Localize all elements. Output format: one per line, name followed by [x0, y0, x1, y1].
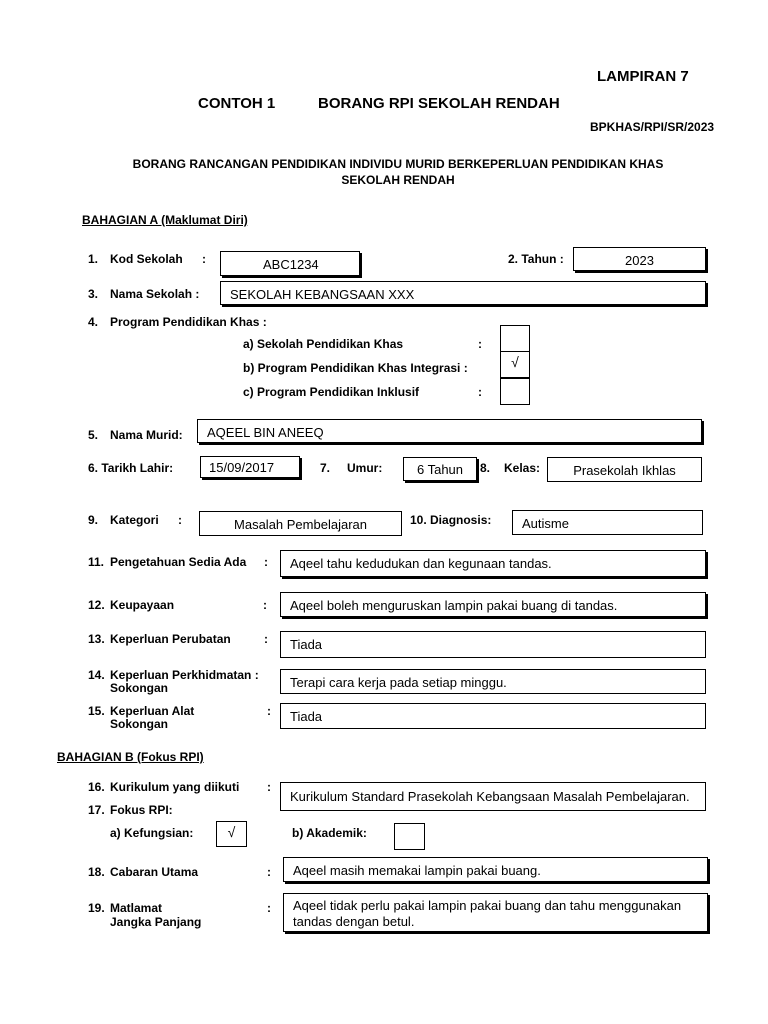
kurikulum-field[interactable]: Kurikulum Standard Prasekolah Kebangsaan Masalah Pembelajaran.	[280, 782, 706, 811]
matlamat-colon: :	[267, 901, 271, 915]
tarikh-lahir-field[interactable]: 15/09/2017	[200, 456, 300, 478]
program-option-a-label: a) Sekolah Pendidikan Khas	[243, 337, 404, 351]
kategori-number: 9.	[88, 513, 99, 527]
tahun-label: 2. Tahun :	[508, 252, 564, 266]
keupayaan-number: 12.	[88, 598, 105, 612]
program-option-b-checkbox[interactable]: √	[500, 351, 530, 378]
nama-murid-number: 5.	[88, 428, 99, 442]
matlamat-field-line1: Aqeel tidak perlu pakai lampin pakai buang dan tahu menggunakan	[293, 898, 682, 913]
kod-sekolah-colon: :	[202, 252, 206, 266]
matlamat-field-line2: tandas dengan betul.	[293, 914, 415, 929]
pengetahuan-colon: :	[264, 555, 268, 569]
kelas-number: 8.	[480, 461, 491, 475]
pengetahuan-field[interactable]: Aqeel tahu kedudukan dan kegunaan tandas.	[280, 550, 706, 577]
cabaran-colon: :	[267, 865, 271, 879]
nama-murid-field[interactable]: AQEEL BIN ANEEQ	[197, 419, 702, 443]
alat-number: 15.	[88, 704, 105, 718]
perkhidmatan-field[interactable]: Terapi cara kerja pada setiap minggu.	[280, 669, 706, 694]
kod-sekolah-number: 1.	[88, 252, 99, 266]
alat-colon: :	[267, 704, 271, 718]
tahun-field[interactable]: 2023	[573, 247, 706, 271]
program-option-a-checkbox[interactable]	[500, 325, 530, 352]
program-option-c-checkbox[interactable]	[500, 378, 530, 405]
alat-label: Keperluan Alat	[110, 704, 195, 718]
program-option-c-label: c) Program Pendidikan Inklusif	[243, 385, 420, 399]
kategori-label: Kategori	[110, 513, 159, 527]
program-option-c-colon: :	[478, 385, 482, 399]
kefungsian-checkbox[interactable]: √	[216, 821, 247, 847]
lampiran-label: LAMPIRAN 7	[597, 68, 689, 85]
kod-sekolah-field[interactable]: ABC1234	[220, 251, 360, 276]
matlamat-label-line2: Jangka Panjang	[110, 915, 202, 929]
nama-sekolah-number: 3.	[88, 287, 99, 301]
akademik-label: b) Akademik:	[292, 826, 367, 840]
umur-label: Umur:	[347, 461, 383, 475]
pengetahuan-number: 11.	[88, 555, 105, 569]
nama-murid-label: Nama Murid:	[110, 428, 183, 442]
tarikh-lahir-label: 6. Tarikh Lahir:	[88, 461, 174, 475]
perubatan-colon: :	[264, 632, 268, 646]
umur-number: 7.	[320, 461, 331, 475]
umur-field[interactable]: 6 Tahun	[403, 457, 477, 481]
main-title-line1: BORANG RANCANGAN PENDIDIKAN INDIVIDU MURID BERKEPERLUAN PENDIDIKAN KHAS	[132, 157, 664, 171]
program-number: 4.	[88, 315, 99, 329]
akademik-checkbox[interactable]	[394, 823, 425, 850]
kurikulum-number: 16.	[88, 780, 105, 794]
program-option-b-label: b) Program Pendidikan Khas Integrasi :	[243, 361, 468, 375]
matlamat-number: 19.	[88, 901, 105, 915]
main-title-line2: SEKOLAH RENDAH	[341, 173, 455, 187]
kurikulum-label: Kurikulum yang diikuti	[110, 780, 240, 794]
keupayaan-colon: :	[263, 598, 267, 612]
perkhidmatan-label: Keperluan Perkhidmatan :	[110, 668, 259, 682]
reference-code: BPKHAS/RPI/SR/2023	[590, 120, 715, 134]
kategori-field[interactable]: Masalah Pembelajaran	[199, 511, 402, 536]
section-b-heading: BAHAGIAN B (Fokus RPI)	[57, 750, 204, 764]
kod-sekolah-label: Kod Sekolah	[110, 252, 183, 266]
fokus-label: Fokus RPI:	[110, 803, 173, 817]
diagnosis-field[interactable]: Autisme	[512, 510, 703, 535]
cabaran-label: Cabaran Utama	[110, 865, 199, 879]
kategori-colon: :	[178, 513, 182, 527]
section-a-heading: BAHAGIAN A (Maklumat Diri)	[82, 213, 248, 227]
perkhidmatan-number: 14.	[88, 668, 105, 682]
keupayaan-field[interactable]: Aqeel boleh menguruskan lampin pakai buang di tandas.	[280, 592, 706, 617]
contoh-label: CONTOH 1	[198, 95, 276, 112]
diagnosis-label: 10. Diagnosis:	[410, 513, 492, 527]
program-label: Program Pendidikan Khas :	[110, 315, 267, 329]
matlamat-label: Matlamat	[110, 901, 163, 915]
kefungsian-label: a) Kefungsian:	[110, 826, 194, 840]
kelas-field[interactable]: Prasekolah Ikhlas	[547, 457, 702, 482]
program-option-a-colon: :	[478, 337, 482, 351]
nama-sekolah-field[interactable]: SEKOLAH KEBANGSAAN XXX	[220, 281, 706, 305]
cabaran-number: 18.	[88, 865, 105, 879]
nama-sekolah-label: Nama Sekolah :	[110, 287, 200, 301]
perubatan-number: 13.	[88, 632, 105, 646]
pengetahuan-label: Pengetahuan Sedia Ada	[110, 555, 247, 569]
kurikulum-colon: :	[267, 780, 271, 794]
alat-label-line2: Sokongan	[110, 717, 169, 731]
fokus-number: 17.	[88, 803, 105, 817]
perubatan-label: Keperluan Perubatan	[110, 632, 231, 646]
matlamat-field[interactable]	[283, 893, 708, 932]
cabaran-field[interactable]: Aqeel masih memakai lampin pakai buang.	[283, 857, 708, 882]
perkhidmatan-label-line2: Sokongan	[110, 681, 169, 695]
keupayaan-label: Keupayaan	[110, 598, 175, 612]
alat-field[interactable]: Tiada	[280, 703, 706, 729]
borang-title: BORANG RPI SEKOLAH RENDAH	[318, 95, 560, 112]
kelas-label: Kelas:	[504, 461, 541, 475]
perubatan-field[interactable]: Tiada	[280, 631, 706, 658]
